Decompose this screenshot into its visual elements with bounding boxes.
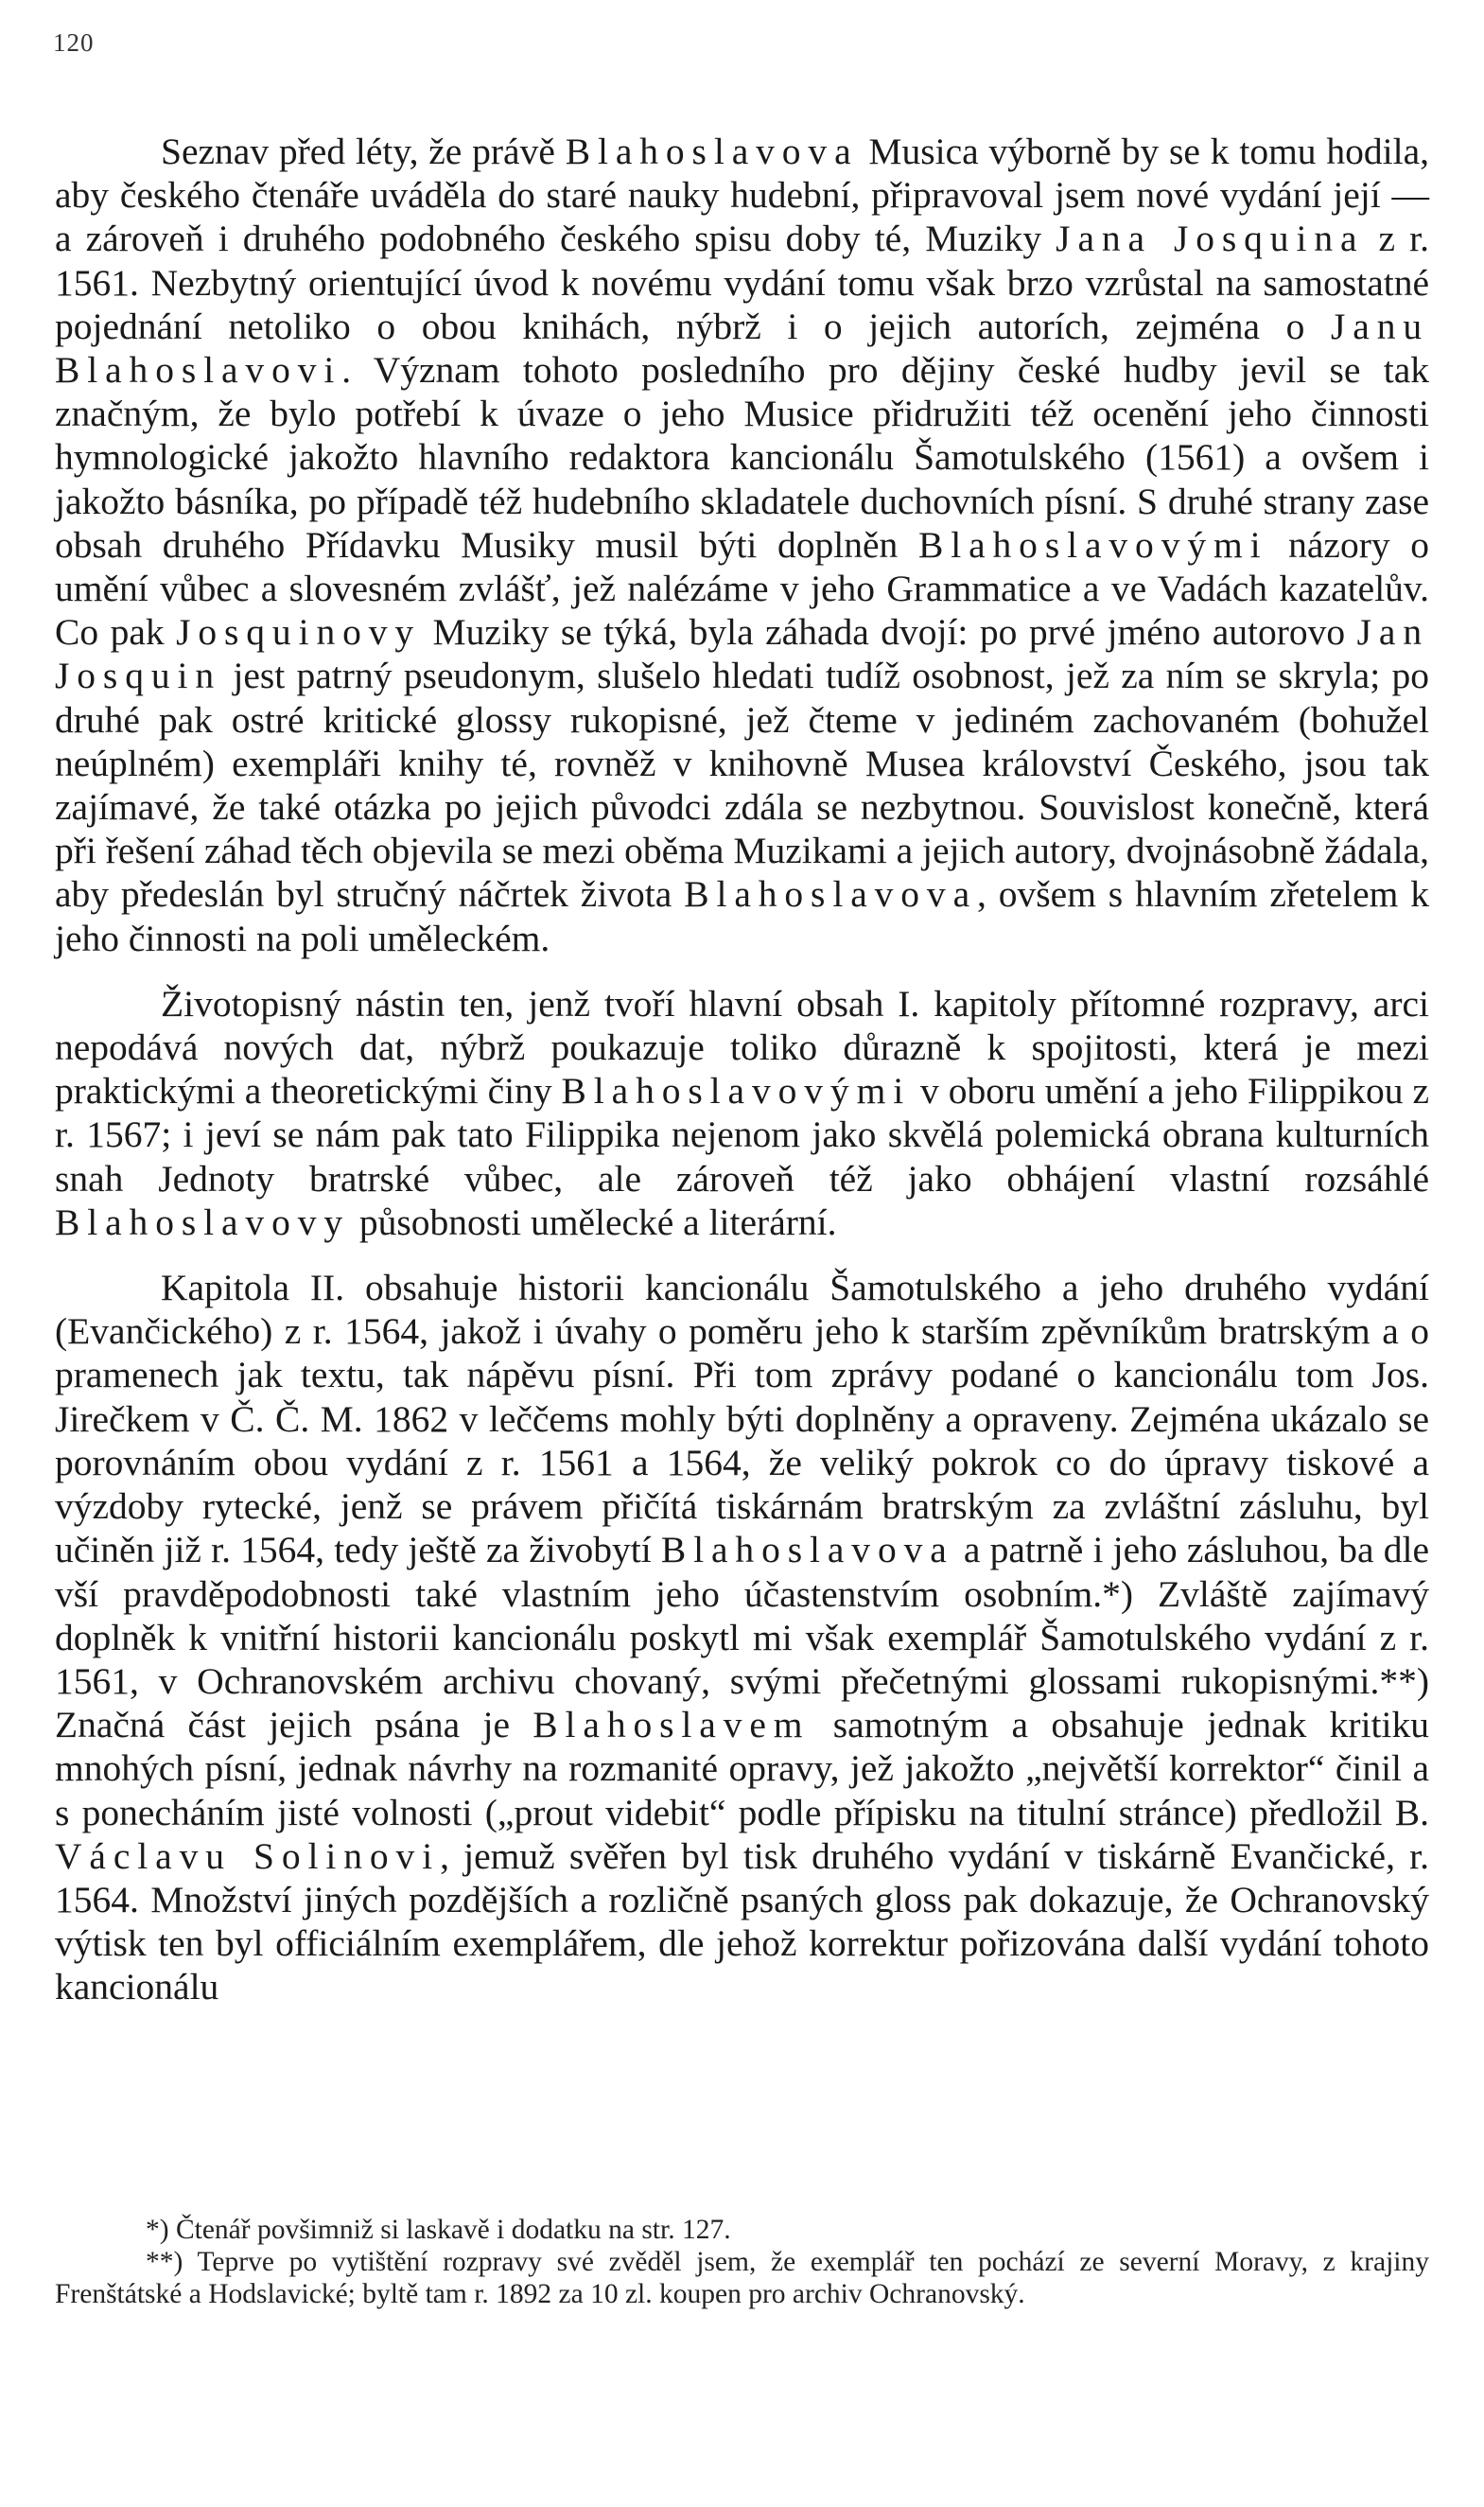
text-run: působnosti umělecké a literární. xyxy=(350,1201,837,1243)
footnotes xyxy=(55,2214,1429,2310)
page-number: 120 xyxy=(53,28,95,57)
text-run: v oboru umění a jeho Filippikou z r. 1567; i jeví se nám pak tato Filippika nejenom jako skvělá polemická obrana kulturních snah Jednoty bratrské vůbec, ale zároveň též jako obhájení vlastní rozsáhlé xyxy=(55,1070,1429,1200)
emphasized-name: Blahoslavova xyxy=(684,873,978,916)
emphasized-name: Blahoslavovými xyxy=(917,523,1268,566)
emphasized-name: Blahoslavovy xyxy=(55,1201,351,1243)
text-run: a patrně i jeho zásluhou, ba dle vší pravděpodobnosti také vlastním jeho účastenstvím osobním.*) Zvláště zajímavý doplněk k vnitřní historii kancionálu poskytl mi však exemplář Šamotulského vydání z r. 1561, v Ochranovském archivu chovaný, svými přečetnými glossami rukopisnými.**) Značná část jejich psána je xyxy=(55,1529,1430,1746)
text-run: samotným a obsahuje jednak kritiku mnohých písní, jednak návrhy na rozmanité opravy, jež jakožto „největší korrektor“ činil a s ponecháním jisté volnosti („prout videbit“ podle přípisku na titulní stránce) předložil B. xyxy=(55,1704,1429,1833)
text-run: Musica výborně by se k tomu hodila, aby českého čtenáře uváděla do staré nauky hudební, připravoval jsem nové vydání její — a zároveň i druhého podobného českého spisu doby té, Muziky xyxy=(55,131,1429,260)
paragraph xyxy=(55,1266,1429,2008)
text-run: Životopisný nástin ten, jenž tvoří hlavní obsah I. kapitoly přítomné rozpravy, arci nepodává nových dat, nýbrž poukazuje toliko důrazně k spojitosti, která je mezi praktickými a theoretickými činy xyxy=(55,982,1429,1113)
emphasized-name: Jana Josquina xyxy=(1056,218,1365,260)
paragraph xyxy=(55,130,1429,960)
text-run: jest patrný pseudonym, slušelo hledati tudíž osobnost, jež za ním se skryla; po druhé pak ostré kritické glossy rukopisné, jež čteme v jediném zachovaném (bohužel neúplném) exempláři knihy té, rovněž v knihovně Musea království Českého, jsou tak zajímavé, že také otázka po jejich původci zdála se nezbytnou. Souvislost konečně, která při řešení záhad těch objevila se mezi oběma Muzikami a jejich autory, dvojnásobně žádala, aby předeslán byl stručný náčrtek života xyxy=(55,655,1429,916)
footnote: *) Čtenář povšimniž si laskavě i dodatku na str. 127. xyxy=(146,2215,731,2245)
emphasized-name: Václavu Solinovi xyxy=(55,1834,441,1877)
emphasized-name: Blahoslavova xyxy=(660,1529,954,1571)
text-run: z r. 1561. Nezbytný orientující úvod k novému vydání tomu však brzo vzrůstal na samostatné pojednání netoliko o obou knihách, nýbrž i o jejich autorích, zejména o xyxy=(55,218,1430,347)
text-run: , jemuž svěřen byl tisk druhého vydání v tiskárně Evančické, r. 1564. Množství jiných pozdějších a rozličně psaných gloss pak dokazuje, že Ochranovský výtisk ten byl officiálním exemplářem, dle jehož korrektur pořizována další vydání tohoto kancionálu xyxy=(55,1834,1429,2008)
text-run: názory o umění vůbec a slovesném zvlášť, jež nalézáme v jeho Grammatice a ve Vadách kazatelův. Co pak xyxy=(55,523,1430,654)
text-run: . Význam tohoto posledního pro dějiny české hudby jevil se tak značným, že bylo potřebí k úvaze o jeho Musice přidružiti též ocenění jeho činnosti hymnologické jakožto hlavního redaktora kancionálu Šamotulského (1561) a ovšem i jakožto básníka, po případě též hudebního skladatele duchovních písní. S druhé strany zase obsah druhého Přídavku Musiky musil býti doplněn xyxy=(55,349,1429,566)
body-text xyxy=(55,130,1429,2009)
text-run: Kapitola II. obsahuje historii kancionálu Šamotulského a jeho druhého vydání (Evančického) z r. 1564, jakož i úvahy o poměru jeho k starším zpěvníkům bratrským a o pramenech jak textu, tak nápěvu písní. Při tom zprávy podané o kancionálu tom Jos. Jirečkem v Č. Č. M. 1862 v leččems mohly býti doplněny a opraveny. Zejména ukázalo se porovnáním obou vydání z r. 1561 a 1564, že veliký pokrok co do úpravy tiskové a výzdoby rytecké, jenž se právem přičítá tiskárnám bratrským za zvláštní zásluhu, byl učiněn již r. 1564, tedy ještě za živobytí xyxy=(55,1267,1429,1571)
text-run: Seznav před léty, že právě xyxy=(161,131,566,172)
emphasized-name: Janu Blahoslavovi xyxy=(55,305,1429,392)
text-run: Muziky se týká, byla záhada dvojí: po prvé jméno autorovo xyxy=(421,611,1357,654)
text-run: , ovšem s hlavním zřetelem k jeho činnosti na poli uměleckém. xyxy=(55,873,1429,959)
emphasized-name: Blahoslavovými xyxy=(561,1070,912,1113)
emphasized-name: Blahoslavova xyxy=(565,131,859,172)
footnote: **) Teprve po vytištění rozpravy své zvěděl jsem, že exemplář ten pochází ze severní Moravy, z krajiny Frenštátské a Hodslavické; byltě tam r. 1892 za 10 zl. koupen pro archiv Ochranovský. xyxy=(55,2247,1429,2309)
paragraph xyxy=(55,982,1429,1244)
emphasized-name: Josquinovy xyxy=(176,611,422,654)
emphasized-name: Blahoslavem xyxy=(532,1704,811,1746)
emphasized-name: Jan Josquin xyxy=(55,611,1429,697)
